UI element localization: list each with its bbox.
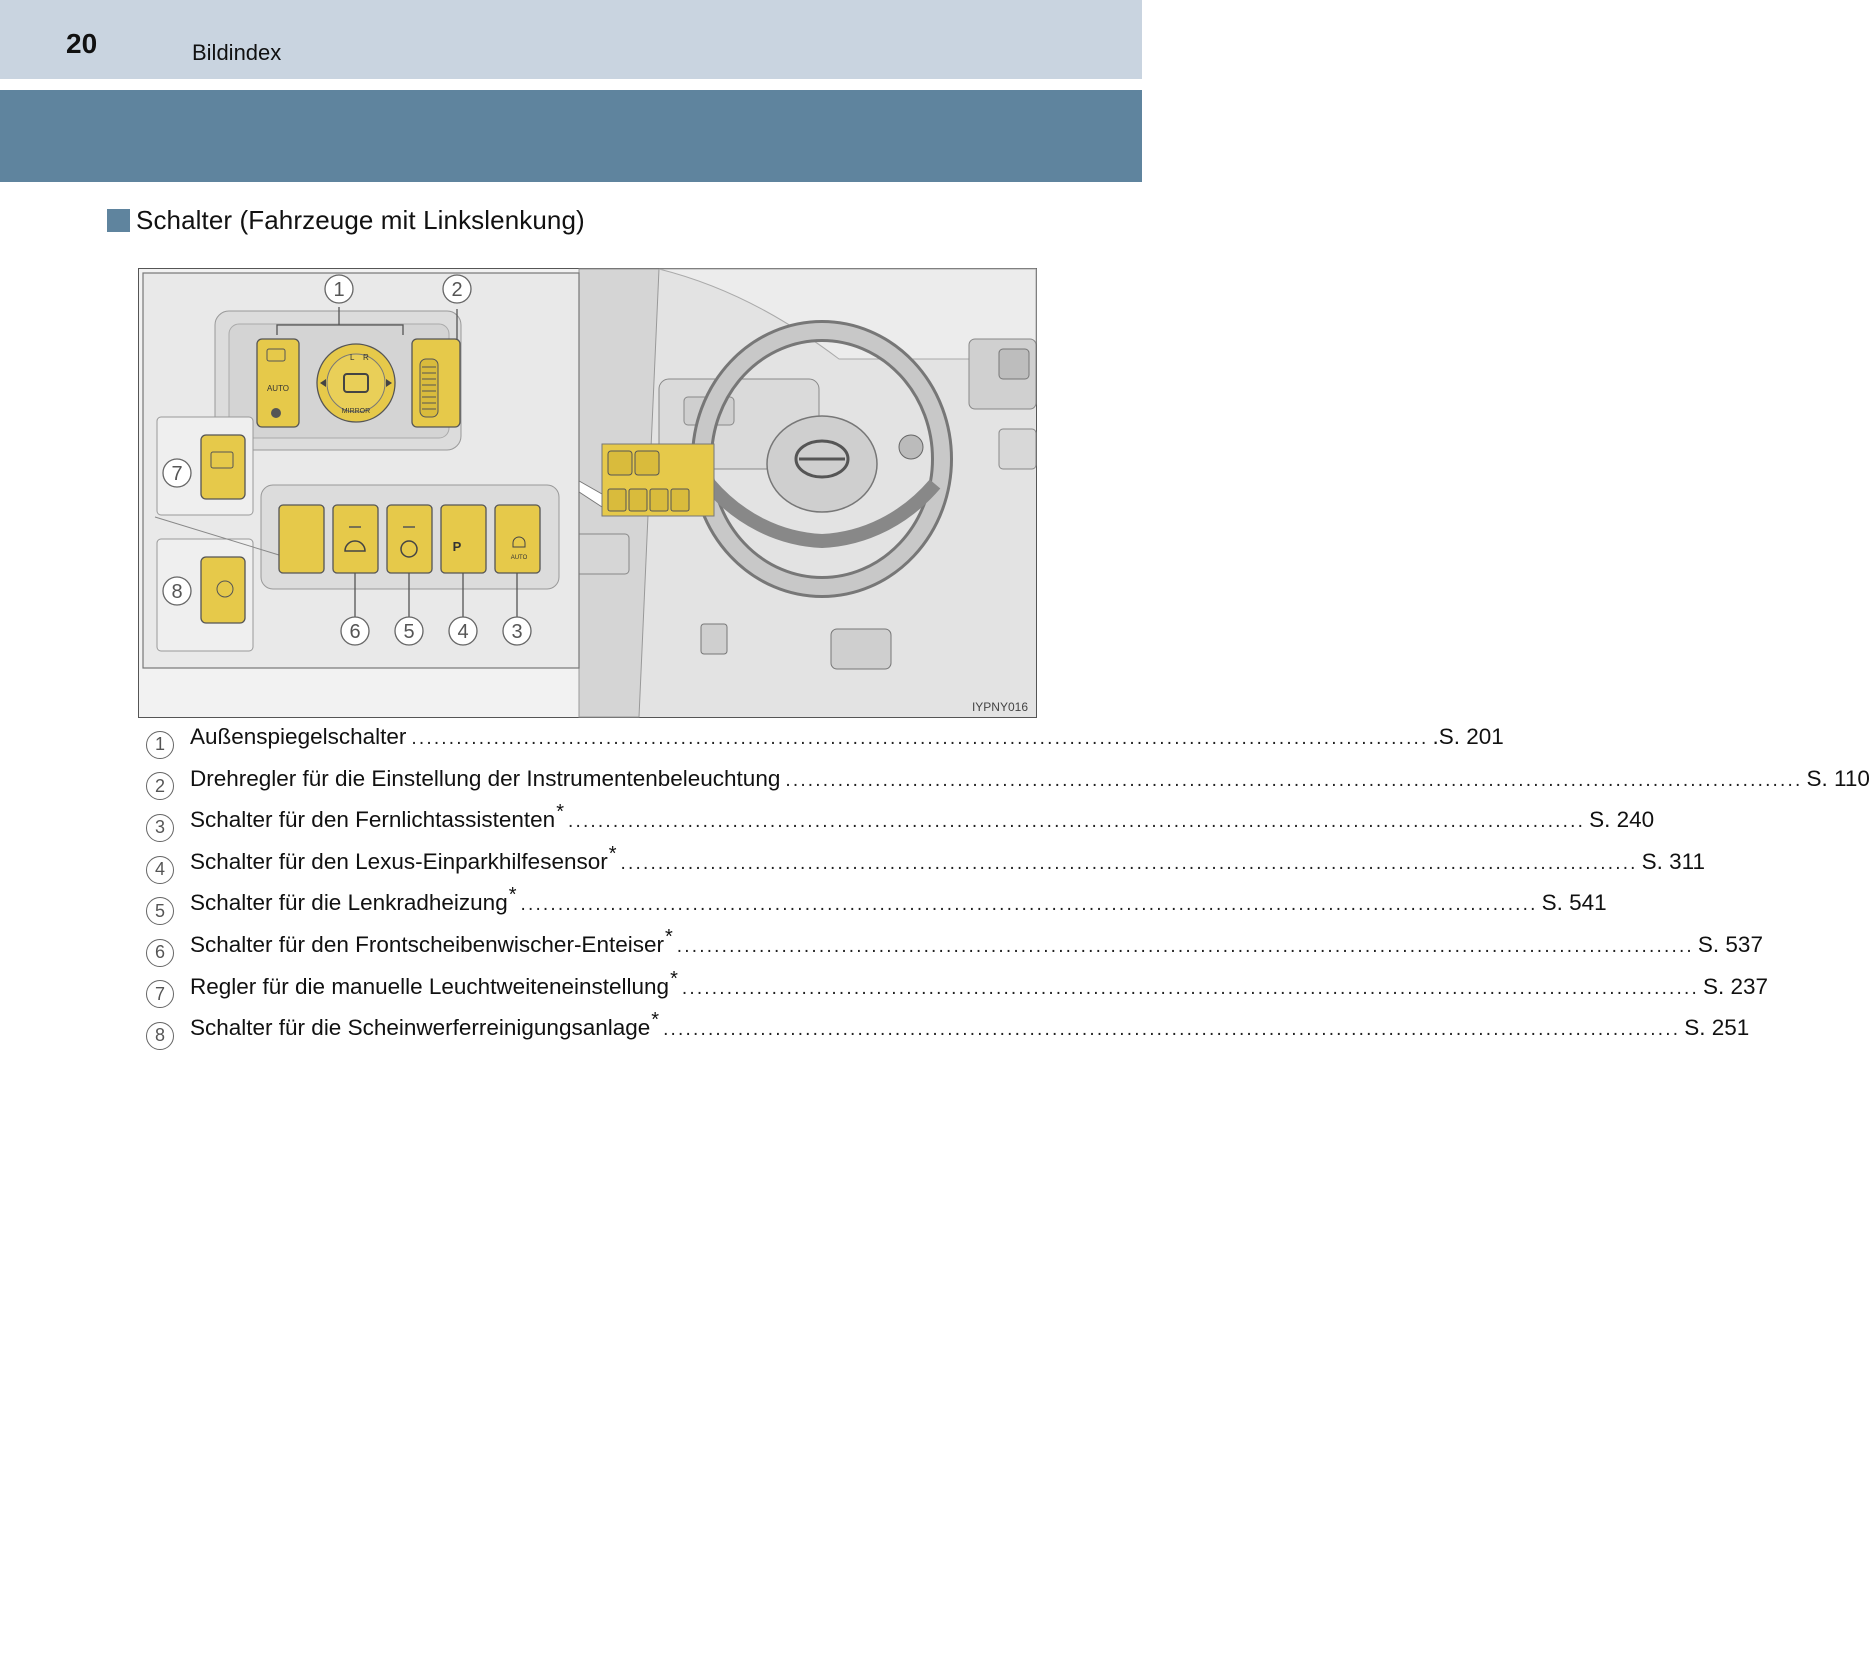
- page-number: 20: [66, 28, 98, 59]
- legend-page-ref[interactable]: S. 537: [1697, 931, 1763, 957]
- legend-label: Schalter für die Lenkradheizung: [190, 890, 508, 916]
- auto-high-beam-label: AUTO: [510, 555, 528, 561]
- leader-dots: ........................................................................................................................................: [676, 935, 1694, 957]
- legend-item-2: [146, 765, 1870, 808]
- mirror-label: MIRROR: [341, 408, 371, 415]
- legend-page-ref[interactable]: S. 311: [1641, 848, 1706, 874]
- legend-page-ref[interactable]: S. 541: [1541, 890, 1607, 916]
- header-bar: [0, 0, 1142, 79]
- legend-item-5: [146, 884, 1607, 932]
- auto-label: AUTO: [266, 384, 290, 393]
- legend-item-1: [146, 724, 1504, 766]
- legend-page-ref[interactable]: S. 251: [1684, 1015, 1750, 1041]
- section-heading: [107, 205, 585, 235]
- legend-num: 3: [146, 814, 174, 842]
- callout-2: 2: [451, 279, 463, 301]
- legend-label: Schalter für den Lexus-Einparkhilfesensor: [190, 848, 608, 874]
- legend-label: Regler für die manuelle Leuchtweiteneinstellung: [190, 973, 670, 999]
- legend-star: *: [556, 801, 564, 824]
- switch-illustration: [139, 269, 1036, 717]
- legend-item-6: [146, 925, 1763, 974]
- legend-list: [146, 724, 1870, 1057]
- legend-star: *: [670, 967, 678, 990]
- callout-3: 3: [511, 621, 523, 643]
- leader-dots: ........................................................................................................................................: [520, 894, 1538, 916]
- legend-num: 4: [146, 856, 174, 884]
- legend-star: *: [651, 1009, 660, 1032]
- legend-page-ref[interactable]: S. 240: [1589, 807, 1655, 833]
- legend-page-ref[interactable]: .S. 201: [1432, 724, 1504, 749]
- callout-6: 6: [349, 621, 361, 643]
- legend-label: Drehregler für die Einstellung der Instrumentenbeleuchtung: [190, 765, 781, 791]
- legend-num: 7: [146, 980, 174, 1008]
- callout-4: 4: [457, 621, 469, 643]
- leader-dots: ........................................................................................................................................: [411, 728, 1429, 749]
- leader-dots: ........................................................................................................................................: [663, 1019, 1681, 1041]
- legend-page-ref[interactable]: S. 237: [1702, 973, 1769, 999]
- legend-star: *: [664, 925, 673, 948]
- callout-1: 1: [333, 279, 345, 301]
- header-title: Bildindex: [192, 40, 282, 65]
- legend-item-3: [146, 801, 1655, 849]
- leader-dots: ........................................................................................................................................: [620, 852, 1638, 874]
- legend-item-7: [146, 967, 1769, 1016]
- callout-7: 7: [171, 463, 183, 485]
- legend-num: 2: [146, 772, 174, 800]
- section-title: Schalter (Fahrzeuge mit Linkslenkung): [136, 204, 585, 235]
- switch-figure: [138, 268, 1037, 718]
- legend-label: Außenspiegelschalter: [190, 724, 407, 749]
- figure-code: IYPNY016: [971, 700, 1028, 714]
- leader-dots: ........................................................................................................................................: [681, 977, 1699, 999]
- legend-star: *: [608, 842, 617, 865]
- park-label: P: [452, 539, 462, 554]
- legend-item-8: [146, 1009, 1750, 1057]
- leader-dots: ........................................................................................................................................: [785, 769, 1803, 791]
- legend-label: Schalter für den Frontscheibenwischer-Enteiser: [190, 931, 664, 957]
- callout-5: 5: [403, 621, 415, 643]
- leader-dots: ........................................................................................................................................: [567, 811, 1586, 833]
- legend-num: 8: [146, 1022, 174, 1050]
- legend-label: Schalter für die Scheinwerferreinigungsanlage: [190, 1015, 651, 1041]
- r-label: R: [363, 353, 369, 362]
- legend-item-4: [146, 842, 1706, 891]
- header-band: [0, 90, 1142, 182]
- legend-num: 6: [146, 939, 174, 967]
- section-marker-icon: [107, 209, 130, 232]
- legend-star: *: [508, 884, 517, 907]
- l-label: L: [350, 353, 355, 362]
- legend-num: 1: [146, 731, 174, 759]
- legend-page-ref[interactable]: S. 110: [1806, 765, 1870, 791]
- legend-num: 5: [146, 897, 174, 925]
- legend-label: Schalter für den Fernlichtassistenten: [190, 807, 556, 833]
- callout-8: 8: [171, 581, 183, 603]
